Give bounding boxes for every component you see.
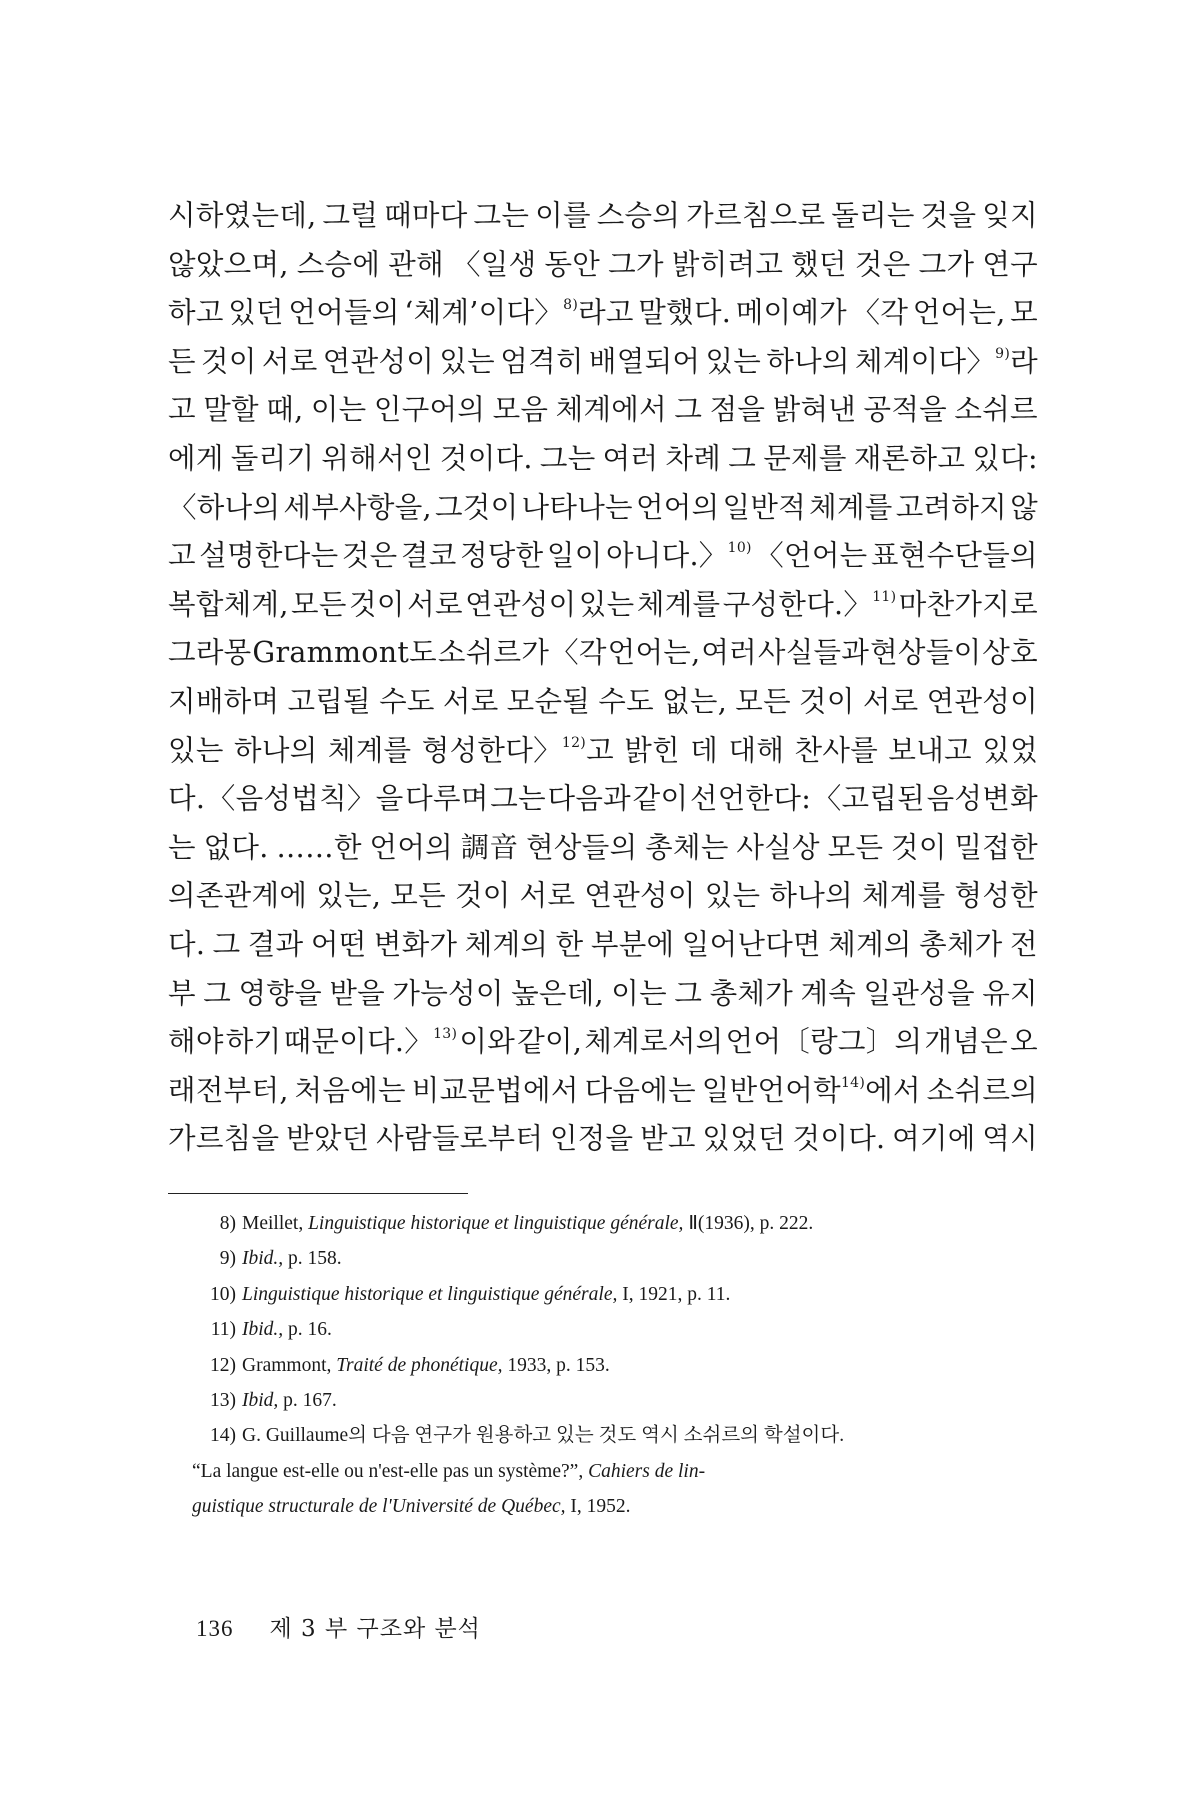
footnote-text: I, 1921, p. 11. [617, 1283, 731, 1305]
text-line: 래전부터, 처음에는 비교문법에서 다음에는 일반언어학$^{14)}$에서 소쉬르의 [168, 1073, 1038, 1107]
footnote-title: Ibid, [242, 1390, 279, 1412]
footnote-14-continued [192, 1489, 1042, 1524]
footnote-title: Cahiers de lin- [588, 1460, 706, 1482]
footnote-text: Meillet, [242, 1213, 309, 1234]
text-line: 다. 그 결과 어떤 변화가 체계의 한 부분에 일어난다면 체계의 총체가 전 [168, 927, 1038, 961]
text-line: 가르침을 받았던 사람들로부터 인정을 받고 있었던 것이다. 여기에 역시 [168, 1122, 1038, 1156]
footnote-text: Grammont, [242, 1354, 337, 1376]
footnote-separator [168, 1193, 468, 1194]
text-line: 지배하며 고립될 수도 서로 모순될 수도 없는, 모든 것이 서로 연관성이 [168, 684, 1038, 718]
text-line: 〈하나의 세부사항을, 그것이 나타나는 언어의 일반적 체계를 고려하지 않 [168, 490, 1038, 524]
page-number: 136 [196, 1616, 234, 1641]
text-line: 않았으며, 스승에 관해 〈일생 동안 그가 밝히려고 했던 것은 그가 연구 [168, 247, 1038, 281]
footnote-number: 10) [210, 1283, 236, 1305]
footnote-title: Linguistique historique et linguistique générale, [308, 1213, 684, 1234]
footnote-number: 13) [210, 1390, 236, 1412]
footnote [192, 1348, 1042, 1383]
text-line: 고 말할 때, 이는 인구어의 모음 체계에서 그 점을 밝혀낸 공적을 소쉬르 [168, 393, 1038, 427]
footnote-text: G. Guillaume의 다음 연구가 원용하고 있는 것도 역시 소쉬르의 학설이다. [242, 1425, 845, 1447]
text-line: 고 설명한다는 것은 결코 정당한 일이 아니다.〉$^{10)}$ 〈언어는 표현수단들의 [168, 539, 1038, 573]
section-title: 제 3 부 구조와 분석 [269, 1616, 481, 1642]
footnote [192, 1277, 1042, 1312]
footnote-number: 14) [210, 1425, 236, 1447]
text-line: 해야 하기 때문이다.〉$^{13)}$ 이와 같이, 체계로서의 언어〔랑그〕의 개념은 오 [168, 1025, 1038, 1059]
footnote-title: Ibid., [242, 1319, 284, 1341]
footnotes [192, 1206, 1042, 1525]
text-line: 든 것이 서로 연관성이 있는 엄격히 배열되어 있는 하나의 체계이다〉$^{9)}$라 [168, 344, 1038, 378]
footnote [192, 1312, 1042, 1347]
footnote-text: p. 158. [283, 1248, 342, 1270]
footnote-14-continued [192, 1454, 1042, 1489]
footnote-14 [192, 1418, 1042, 1453]
body-text [168, 192, 1038, 1164]
footnote-text: p. 16. [283, 1319, 332, 1341]
text-line: 하고 있던 언어들의 ‘체계’이다〉$^{8)}$라고 말했다. 메이예가 〈각 언어는, 모 [168, 296, 1038, 330]
footnote [192, 1206, 1042, 1241]
text-line: 부 그 영향을 받을 가능성이 높은데, 이는 그 총체가 계속 일관성을 유지 [168, 976, 1038, 1010]
footnote [192, 1383, 1042, 1418]
footnote-number: 9) [219, 1248, 236, 1270]
footnote-title: Ibid., [242, 1248, 284, 1270]
text-line: 는 없다. ……한 언어의 調音 현상들의 총체는 사실상 모든 것이 밀접한 [168, 830, 1038, 864]
footnote-number: 11) [210, 1319, 236, 1341]
text-line: 그라몽 Grammont도 소쉬르가 〈각 언어는, 여러 사실들과 현상들이 상호 [168, 636, 1038, 670]
page-footer [196, 1610, 481, 1643]
text-line: 시하였는데, 그럴 때마다 그는 이를 스승의 가르침으로 돌리는 것을 잊지 [168, 199, 1038, 232]
footnote-text: Ⅱ(1936), p. 222. [683, 1213, 814, 1234]
text-line: 에게 돌리기 위해서인 것이다. 그는 여러 차례 그 문제를 재론하고 있다: [168, 441, 1038, 475]
text-line: 있는 하나의 체계를 형성한다〉$^{12)}$고 밝힌 데 대해 찬사를 보내고 있었 [168, 733, 1038, 767]
text-line: 다. 〈음성법칙〉을 다루며 그는 다음과 같이 선언한다: 〈고립된 음성변화 [168, 782, 1038, 816]
footnote-text: 1933, p. 153. [502, 1354, 610, 1376]
footnote-title: guistique structurale de l'Université de Québec, [192, 1496, 566, 1518]
footnote-number: 8) [219, 1213, 236, 1234]
footnote-title: Traité de phonétique, [336, 1354, 503, 1376]
footnote [192, 1241, 1042, 1276]
footnote-number: 12) [210, 1354, 236, 1376]
footnote-title: Linguistique historique et linguistique générale, [242, 1283, 618, 1305]
footnote-text: p. 167. [278, 1390, 337, 1412]
footnote-text: I, 1952. [565, 1496, 631, 1518]
footnote-text: “La langue est-elle ou n'est-elle pas un système?”, [192, 1460, 589, 1482]
text-line: 의존관계에 있는, 모든 것이 서로 연관성이 있는 하나의 체계를 형성한 [168, 879, 1038, 913]
text-line: 복합체계, 모든 것이 서로 연관성이 있는 체계를 구성한다.〉$^{11)}$ 마찬가지로 [168, 587, 1038, 621]
